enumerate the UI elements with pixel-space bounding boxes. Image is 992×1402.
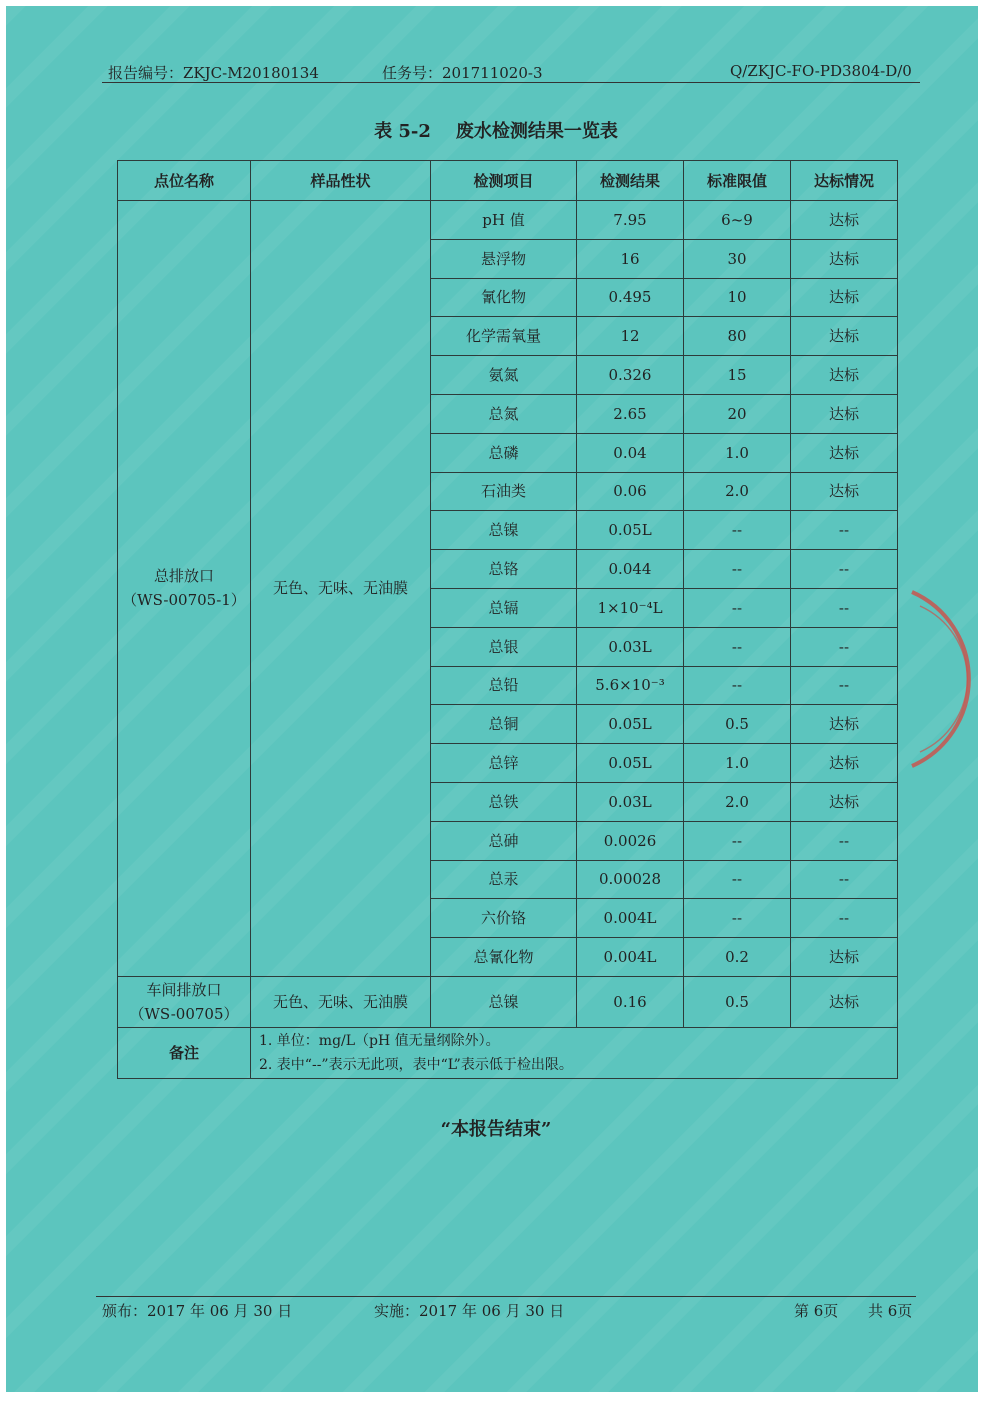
company-seal [906,584,976,774]
test-result: 0.05L [577,705,684,744]
header-rule [102,82,920,83]
table-row [118,201,898,240]
standard-limit: 0.5 [684,705,791,744]
test-item: 总镍 [431,511,577,550]
standard-limit: 80 [684,317,791,356]
effective-date: 实施：2017 年 06 月 30 日 [374,1302,565,1320]
sample-description: 无色、无味、无油膜 [251,201,431,977]
compliance-status: 达标 [791,433,898,472]
test-result: 7.95 [577,201,684,240]
site-code: （WS-00705-1） [122,591,246,610]
note-line-1: 1. 单位：mg/L（pH 值无量纲除外）。 [259,1032,500,1049]
compliance-status: 达标 [791,976,898,1027]
test-result: 0.044 [577,550,684,589]
test-result: 5.6×10⁻³ [577,666,684,705]
col-header-site: 点位名称 [118,161,251,201]
compliance-status: 达标 [791,239,898,278]
standard-limit: 2.0 [684,472,791,511]
test-result: 0.004L [577,938,684,977]
sample-description: 无色、无味、无油膜 [251,976,431,1027]
test-item: 总汞 [431,860,577,899]
standard-limit: -- [684,899,791,938]
standard-limit: -- [684,588,791,627]
standard-limit: 1.0 [684,744,791,783]
test-result: 0.16 [577,976,684,1027]
notes-row [118,1027,898,1078]
test-result: 12 [577,317,684,356]
standard-limit: 15 [684,356,791,395]
standard-limit: 20 [684,394,791,433]
compliance-status: -- [791,550,898,589]
compliance-status: -- [791,821,898,860]
compliance-status: 达标 [791,472,898,511]
compliance-status: 达标 [791,201,898,240]
note-line-2: 2. 表中“--”表示无此项，表中“L”表示低于检出限。 [259,1056,573,1073]
compliance-status: 达标 [791,356,898,395]
compliance-status: -- [791,860,898,899]
test-item: 总锌 [431,744,577,783]
standard-limit: 2.0 [684,782,791,821]
test-item: 总镉 [431,588,577,627]
report-end: “本报告结束” [440,1119,552,1140]
test-result: 0.05L [577,511,684,550]
standard-limit: -- [684,627,791,666]
site-code: （WS-00705） [129,1004,239,1023]
test-result: 0.05L [577,744,684,783]
test-item: 氰化物 [431,278,577,317]
col-header-status: 达标情况 [791,161,898,201]
test-item: 总氮 [431,394,577,433]
compliance-status: -- [791,627,898,666]
test-item: 总氰化物 [431,938,577,977]
table-header-row [118,161,898,201]
standard-limit: -- [684,550,791,589]
standard-limit: 0.5 [684,976,791,1027]
test-result: 0.03L [577,782,684,821]
test-item: 总铁 [431,782,577,821]
page-total: 共 6页 [868,1302,913,1320]
test-result: 16 [577,239,684,278]
col-header-result: 检测结果 [577,161,684,201]
test-item: 总铜 [431,705,577,744]
standard-limit: 30 [684,239,791,278]
test-item: 总铬 [431,550,577,589]
compliance-status: 达标 [791,744,898,783]
compliance-status: -- [791,588,898,627]
test-result: 0.004L [577,899,684,938]
page-number: 第 6页 [794,1302,839,1320]
standard-limit: 0.2 [684,938,791,977]
standard-limit: 10 [684,278,791,317]
compliance-status: 达标 [791,317,898,356]
test-result: 0.04 [577,433,684,472]
compliance-status: -- [791,666,898,705]
test-item: 六价铬 [431,899,577,938]
test-item: 石油类 [431,472,577,511]
standard-limit: -- [684,666,791,705]
results-table [117,160,898,1079]
test-item: 化学需氧量 [431,317,577,356]
test-item: 悬浮物 [431,239,577,278]
compliance-status: -- [791,511,898,550]
col-header-sample: 样品性状 [251,161,431,201]
report-number: 报告编号：ZKJC-M20180134 [108,64,319,82]
standard-limit: 1.0 [684,433,791,472]
test-item: 总磷 [431,433,577,472]
issue-date: 颁布：2017 年 06 月 30 日 [102,1302,293,1320]
col-header-limit: 标准限值 [684,161,791,201]
site-cell [118,201,251,977]
test-result: 0.326 [577,356,684,395]
test-item: 总砷 [431,821,577,860]
form-code: Q/ZKJC-FO-PD3804-D/0 [730,62,912,80]
site-name: 车间排放口 [146,980,222,999]
notes-text [251,1027,898,1078]
test-result: 0.03L [577,627,684,666]
compliance-status: 达标 [791,278,898,317]
test-result: 0.06 [577,472,684,511]
standard-limit: -- [684,511,791,550]
compliance-status: 达标 [791,705,898,744]
compliance-status: 达标 [791,782,898,821]
test-result: 0.00028 [577,860,684,899]
test-item: 氨氮 [431,356,577,395]
col-header-item: 检测项目 [431,161,577,201]
standard-limit: -- [684,821,791,860]
standard-limit: -- [684,860,791,899]
test-item: 总镍 [431,976,577,1027]
footer-rule [96,1296,916,1297]
test-item: 总铅 [431,666,577,705]
site-cell [118,976,251,1027]
test-item: pH 值 [431,201,577,240]
table-row [118,976,898,1027]
standard-limit: 6~9 [684,201,791,240]
notes-label: 备注 [118,1027,251,1078]
test-item: 总银 [431,627,577,666]
site-name: 总排放口 [153,567,214,586]
test-result: 2.65 [577,394,684,433]
test-result: 0.0026 [577,821,684,860]
table-title: 表 5-2 废水检测结果一览表 [374,121,618,142]
task-number: 任务号：201711020-3 [382,64,543,82]
compliance-status: -- [791,899,898,938]
test-result: 0.495 [577,278,684,317]
compliance-status: 达标 [791,938,898,977]
test-result: 1×10⁻⁴L [577,588,684,627]
compliance-status: 达标 [791,394,898,433]
